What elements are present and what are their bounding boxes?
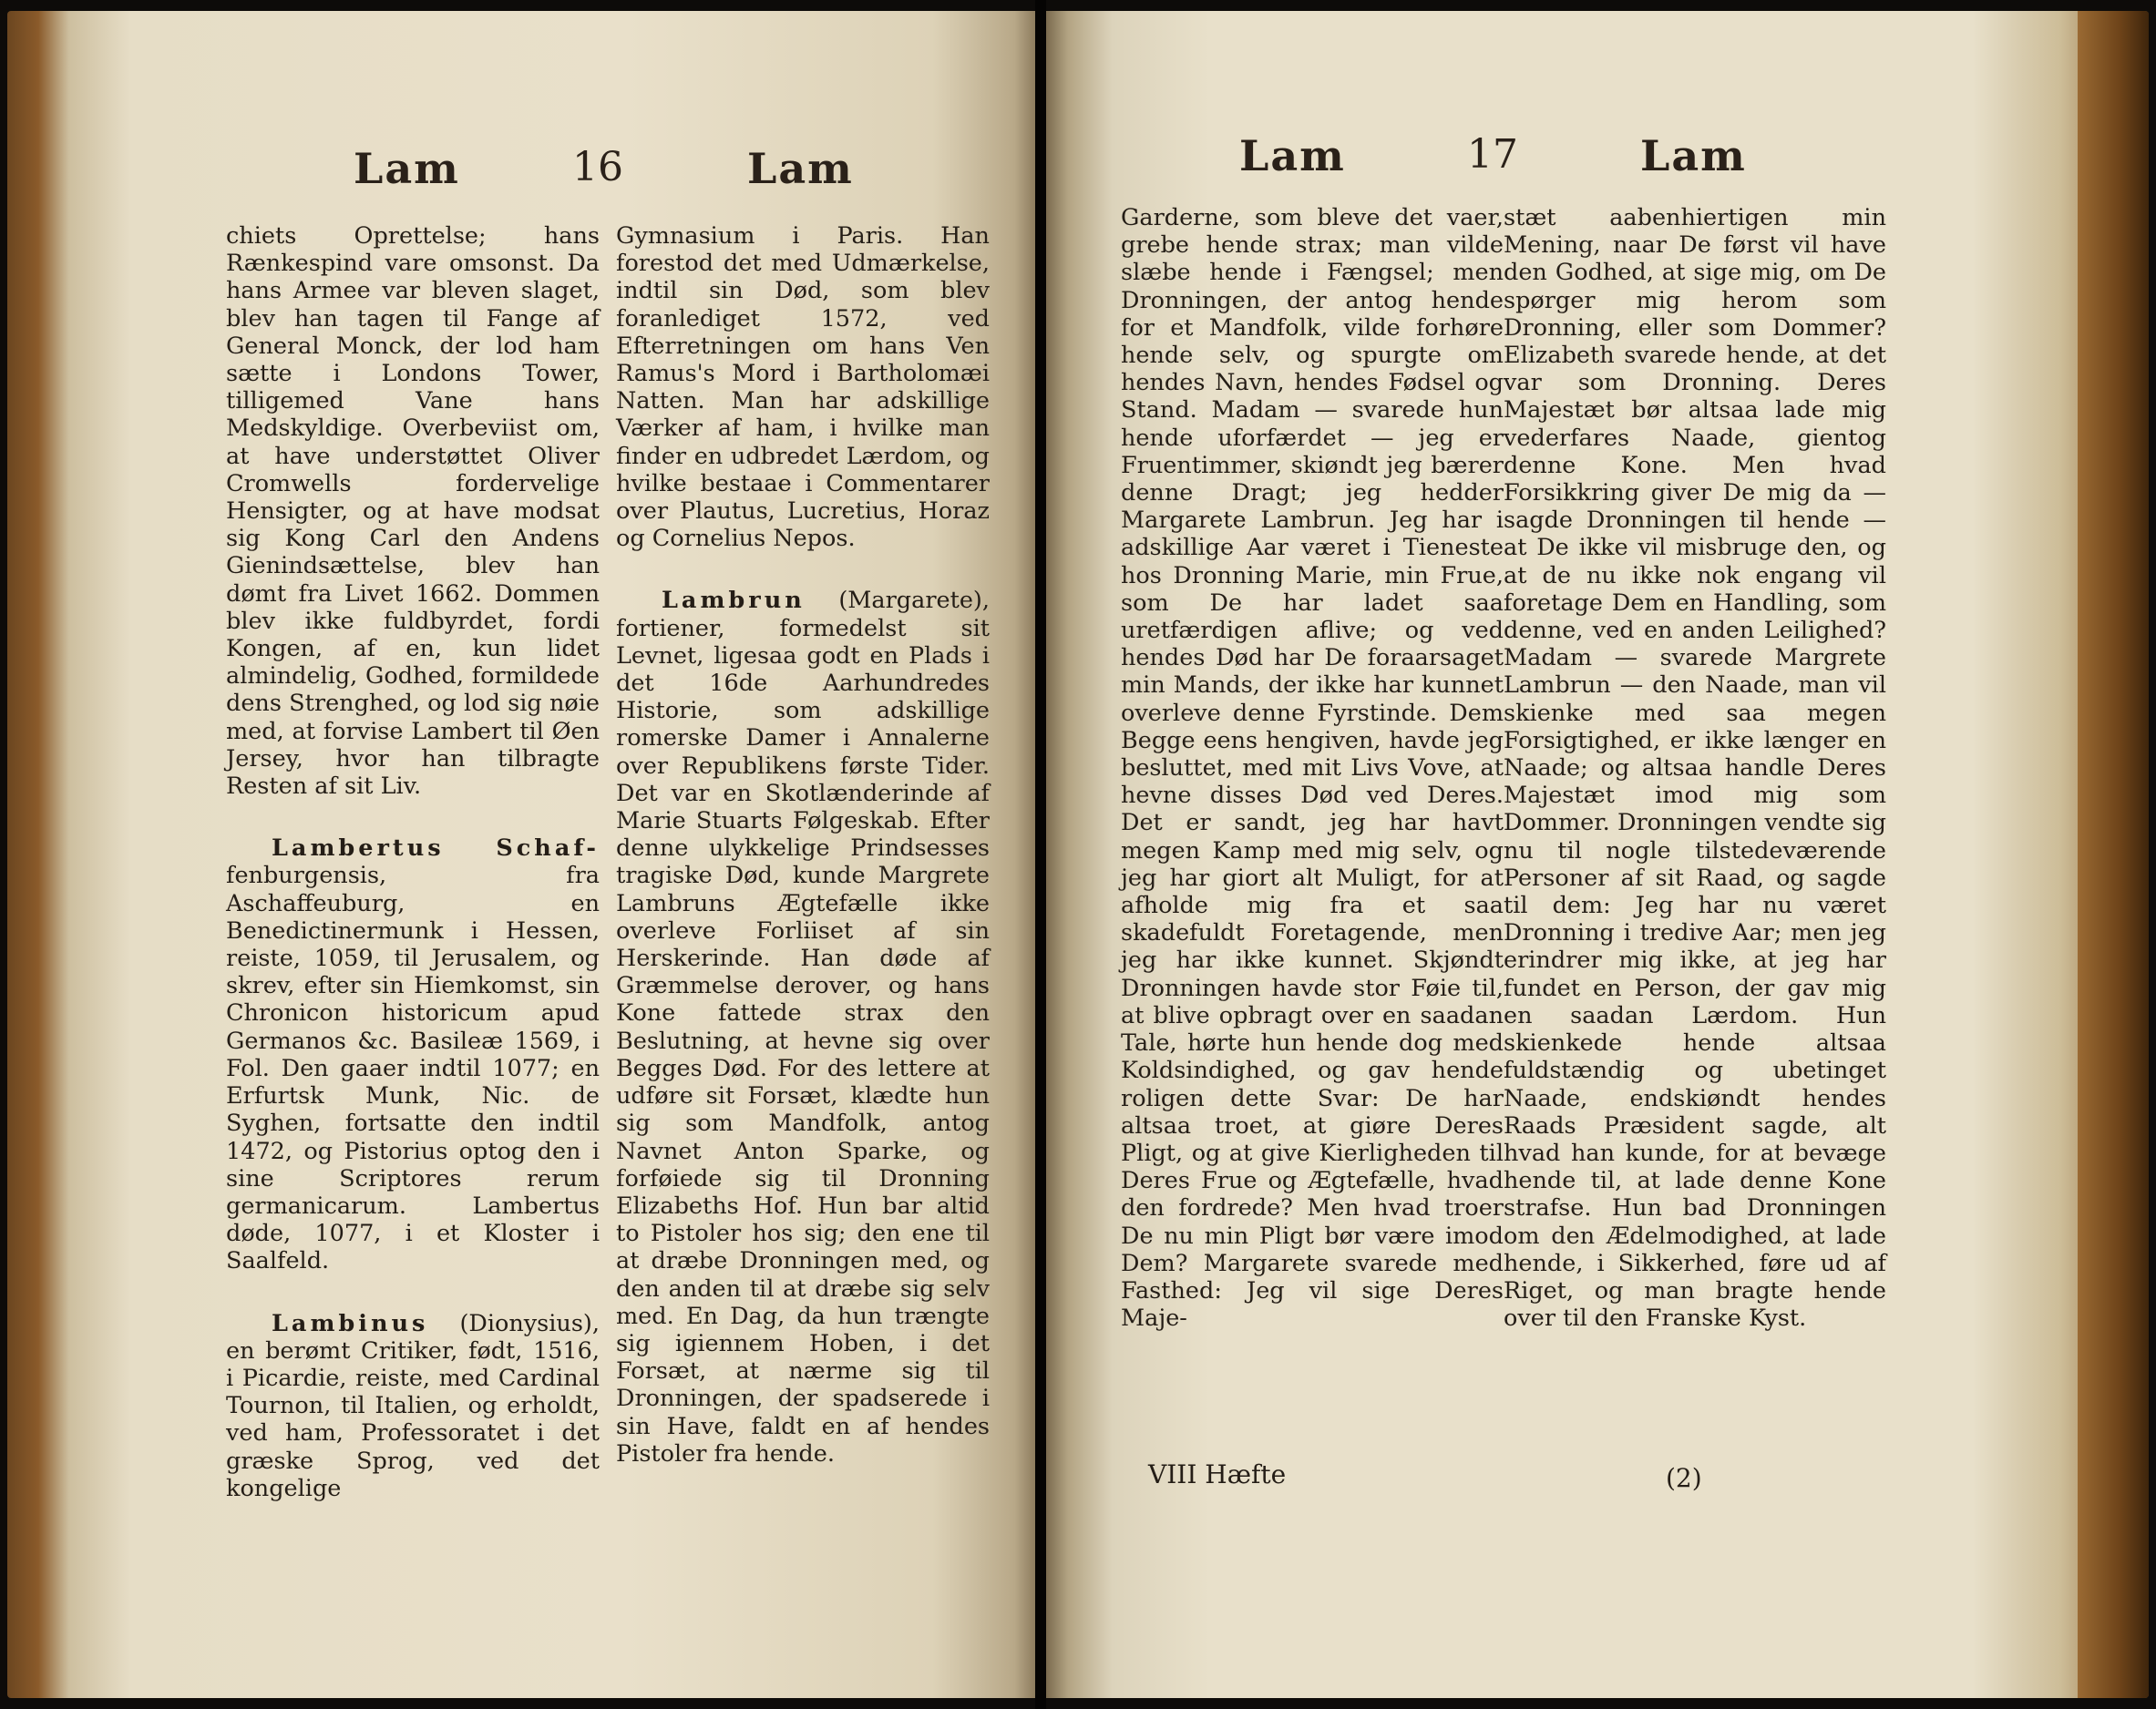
page-number: 16 <box>572 144 623 190</box>
entry-lambertus <box>226 834 600 1274</box>
book-gutter <box>1035 0 1046 1709</box>
left-column <box>226 222 600 1502</box>
running-head-right: Lam <box>747 144 854 193</box>
signature-mark: VIII Hæfte <box>1148 1459 1287 1489</box>
entry-text: fenburgensis, fra Aschaffeuburg, en Benedictinermunk i Hessen, reiste, 1059, til Jerusalem, og skrev, efter sin Hiemkomst, sin Chronicon historicum apud Germanos &c. Basileæ 1569, i Fol. Den gaaer indtil 1077; en Erfurtsk Munk, Nic. de Syghen, fortsatte den indtil 1472, og Pistorius optog den i sine Scriptores rerum germanicarum. Lambertus døde, 1077, i et Kloster i Saalfeld. <box>226 862 600 1275</box>
paragraph: Gymnasium i Paris. Han forestod det med Udmærkelse, indtil sin Død, som blev foranlediget 1572, ved Efterretningen om hans Ven Ramus's Mord i Bartholomæi Natten. Man har adskillige Værker af ham, i hvilke man finder en udbredet Lærdom, og hvilke bestaae i Commentarer over Plautus, Lucretius, Horaz og Cornelius Nepos. <box>616 222 990 553</box>
entry-lambinus <box>226 1310 600 1502</box>
running-head-left: Lam <box>354 144 460 193</box>
entry-headword: Lambinus <box>272 1309 429 1337</box>
leather-cover-edge <box>2078 11 2149 1698</box>
page-number: 17 <box>1467 131 1518 178</box>
gathering-signature: (2) <box>1666 1463 1702 1493</box>
paragraph: chiets Oprettelse; hans Rænkespind vare omsonst. Da hans Armee var bleven slaget, blev han tagen til Fange af General Monck, der lod ham sætte i Londons Tower, tilligemed Vane hans Medskyldige. Overbeviist om, at have understøttet Oliver Cromwells fordervelige Hensigter, og at have modsat sig Kong Carl den Andens Gienindsættelse, blev han dømt fra Livet 1662. Dommen blev ikke fuldbyrdet, fordi Kongen, af en, kun lidet almindelig, Godhed, formildede dens Strenghed, og lod sig nøie med, at forvise Lambert til Øen Jersey, hvor han tilbragte Resten af sit Liv. <box>226 222 600 801</box>
right-column <box>616 222 990 1468</box>
entry-headword: Lambrun <box>662 587 806 615</box>
paragraph: stæt aabenhiertigen min Mening, naar De først vil have den Godhed, at sige mig, om De spørger mig herom som Dronning, eller som Dommer? Elizabeth svarede hende, at det var som Dronning. Deres Majestæt bør altsaa lade mig vederfares Naade, gientog denne Kone. Men hvad Forsikkring giver De mig da — sagde Dronningen til hende — at De ikke vil misbruge den, og at de nu ikke nok engang vil foretage Dem en Handling, som denne, ved en anden Leilighed? Madam — svarede Margrete Lambrun — den Naade, man vil skienke med saa megen Forsigtighed, er ikke længer en Naade; og altsaa handle Deres Majestæt imod mig som Dommer. Dronningen vendte sig nu til nogle tilstedeværende Personer af sit Raad, og sagde til dem: Jeg har nu været Dronning i tredive Aar; men jeg erindrer mig ikke, at jeg har fundet en Person, der gav mig en saadan Lærdom. Hun skienkede hende altsaa fuldstændig og ubetinget Naade, endskiøndt hendes Raads Præsident sagde, alt hvad han kunde, for at bevæge hende til, at lade denne Kone strafse. Hun bad Dronningen om den Ædelmodighed, at lade hende, i Sikkerhed, føre ud af Riget, og man bragte hende over til den Franske Kyst. <box>1504 204 1886 1333</box>
left-page <box>7 11 1035 1698</box>
right-page <box>1046 11 2149 1698</box>
paragraph: Garderne, som bleve det vaer, grebe hende strax; man vilde slæbe hende i Fængsel; men Dronningen, der antog hende for et Mandfolk, vilde forhøre hende selv, og spurgte om hendes Navn, hendes Fødsel og Stand. Madam — svarede hun hende uforfærdet — jeg er Fruentimmer, skiøndt jeg bærer denne Dragt; jeg hedder Margarete Lambrun. Jeg har i adskillige Aar været i Tieneste hos Dronning Marie, min Frue, som De har ladet saa uretfærdigen aflive; og ved hendes Død har De foraarsaget min Mands, der ikke har kunnet overleve denne Fyrstinde. Dem Begge eens hengiven, havde jeg besluttet, med mit Livs Vove, at hevne disses Død ved Deres. Det er sandt, jeg har havt megen Kamp med mig selv, og jeg har giort alt Muligt, for at afholde mig fra et saa skadefuldt Foretagende, men jeg har ikke kunnet. Skjøndt Dronningen havde stor Føie til, at blive opbragt over en saadan Tale, hørte hun hende dog med Koldsindighed, og gav hende roligen dette Svar: De har altsaa troet, at giøre Deres Pligt, og at give Kierligheden til Deres Frue og Ægtefælle, hvad den fordrede? Men hvad troer De nu min Pligt bør være imod Dem? Margarete svarede med Fasthed: Jeg vil sige Deres Maje- <box>1121 204 1504 1333</box>
entry-text: (Dionysius), en berømt Critiker, født, 1516, i Picardie, reiste, med Cardinal Tournon, til Italien, og erholdt, ved ham, Professoratet i det græske Sprog, ved det kongelige <box>226 1309 600 1502</box>
running-head-right: Lam <box>1640 131 1747 180</box>
running-head-left: Lam <box>1239 131 1346 180</box>
right-column <box>1504 204 1886 1332</box>
entry-lambrun <box>616 587 990 1468</box>
left-column <box>1121 204 1504 1332</box>
entry-headword: Lambertus Schaf- <box>272 834 600 863</box>
entry-text: (Margarete), fortiener, formedelst sit Levnet, ligesaa godt en Plads i det 16de Aarhundredes Historie, som adskillige romerske Damer i Annalerne over Republikens første Tider. Det var en Skotlænderinde af Marie Stuarts Følgeskab. Efter denne ulykkelige Prindsesses tragiske Død, kunde Margrete Lambruns Ægtefælle ikke overleve Forliiset af sin Herskerinde. Han døde af Græmmelse derover, og hans Kone fattede strax den Beslutning, at hevne sig over Begges Død. For des lettere at udføre sit Forsæt, klædte hun sig som Mandfolk, antog Navnet Anton Sparke, og forføiede sig til Dronning Elizabeths Hof. Hun bar altid to Pistoler hos sig; den ene til at dræbe Dronningen med, og den anden til at dræbe sig selv med. En Dag, da hun trængte sig igiennem Hoben, i det Forsæt, at nærme sig til Dronningen, der spadserede i sin Have, faldt en af hendes Pistoler fra hende. <box>616 587 990 1468</box>
